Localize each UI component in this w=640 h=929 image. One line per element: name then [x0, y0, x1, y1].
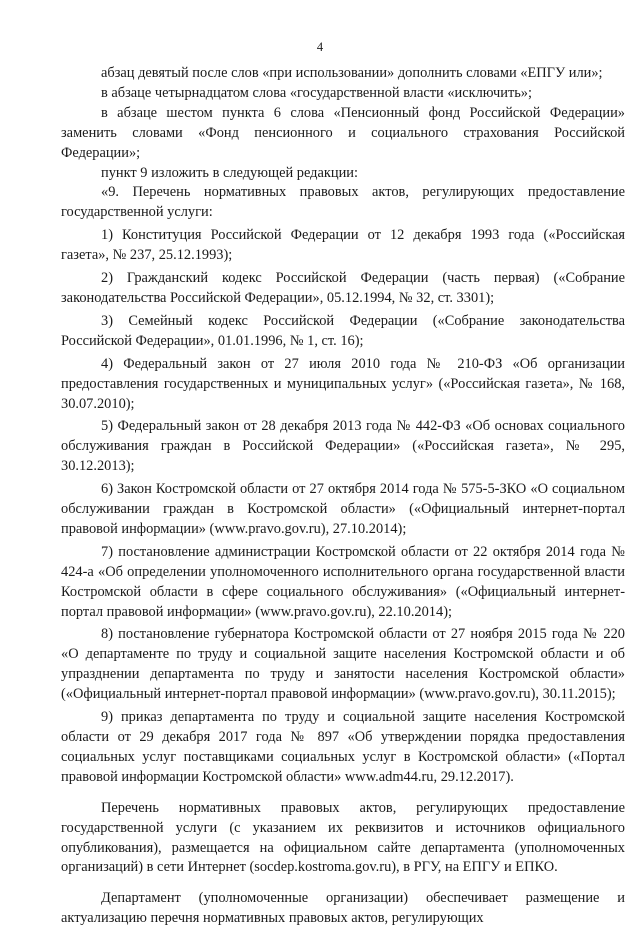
paragraph-punkt-9-heading: «9. Перечень нормативных правовых актов, регулирующих предоставление государственной услуги:: [61, 184, 625, 221]
paragraph-perechen-razmeshchenie: Перечень нормативных правовых актов, регулирующих предоставление государственной услуги (с указанием их реквизитов и источников официального опубликования), размещается на официальном сайте департамента (уполномоченных организаций) в сети Интернет (socdep.kostroma.gov.ru), в РГУ, на ЕПГУ и ЕПКО.: [61, 799, 625, 876]
list-item-6: 6) Закон Костромской области от 27 октября 2014 года № 575-5-ЗКО «О социальном обслуживании граждан в Костромской области» («Официальный интернет-портал правовой информации» (www.pravo.gov.ru), 27.10.2014);: [61, 481, 625, 537]
paragraph-departament-aktualizaciya: Департамент (уполномоченные организации) обеспечивает размещение и актуализацию перечня нормативных правовых актов, регулирующих: [61, 890, 625, 927]
list-item-7: 7) постановление администрации Костромской области от 22 октября 2014 года № 424-а «Об определении уполномоченного исполнительного органа государственной власти Костромской области в сфере социального обслуживания» («Официальный интернет-портал правовой информации» (www.pravo.gov.ru), 22.10.2014);: [61, 543, 625, 620]
list-item-8: 8) постановление губернатора Костромской области от 27 ноября 2015 года № 220 «О департаменте по труду и социальной защите населения Костромской области и об упразднении департамента по труду и занятости населения Костромской области» («Официальный интернет-портал правовой информации» (www.pravo.gov.ru), 30.11.2015);: [61, 626, 625, 703]
list-item-4: 4) Федеральный закон от 27 июля 2010 года № 210-ФЗ «Об организации предоставления государственных и муниципальных услуг» («Российская газета», № 168, 30.07.2010);: [61, 355, 625, 412]
list-item-5: 5) Федеральный закон от 28 декабря 2013 года № 442-ФЗ «Об основах социального обслуживания граждан в Российской Федерации» («Российская газета», № 295, 30.12.2013);: [61, 418, 625, 475]
list-item-3: 3) Семейный кодекс Российской Федерации («Собрание законодательства Российской Федерации», 01.01.1996, № 1, ст. 16);: [61, 312, 625, 349]
list-item-2: 2) Гражданский кодекс Российской Федерации (часть первая) («Собрание законодательства Российской Федерации», 05.12.1994, № 32, ст. 3301);: [61, 270, 625, 306]
paragraph-punkt-9-intro: пункт 9 изложить в следующей редакции:: [101, 164, 358, 181]
list-item-9: 9) приказ департамента по труду и социальной защите населения Костромской области от 29 декабря 2017 года № 897 «Об утверждении порядка предоставления социальных услуг поставщиками социальных услуг в Костромской области» («Портал правовой информации Костромской области» www.adm44.ru, 29.12.2017).: [61, 709, 625, 785]
paragraph-abzac-shestoi: в абзаце шестом пункта 6 слова «Пенсионный фонд Российской Федерации» заменить словами «Фонд пенсионного и социального страхования Российской Федерации»;: [61, 104, 625, 161]
paragraph-abzac-chetyrnadcatyi: в абзаце четырнадцатом слова «государственной власти «исключить»;: [101, 84, 532, 101]
document-body: [61, 64, 625, 929]
page-number: 4: [316, 40, 324, 54]
list-item-1: 1) Конституция Российской Федерации от 12 декабря 1993 года («Российская газета», № 237, 25.12.1993);: [61, 227, 625, 264]
paragraph-abzac-devyatyi: абзац девятый после слов «при использовании» дополнить словами «ЕПГУ или»;: [101, 65, 603, 81]
